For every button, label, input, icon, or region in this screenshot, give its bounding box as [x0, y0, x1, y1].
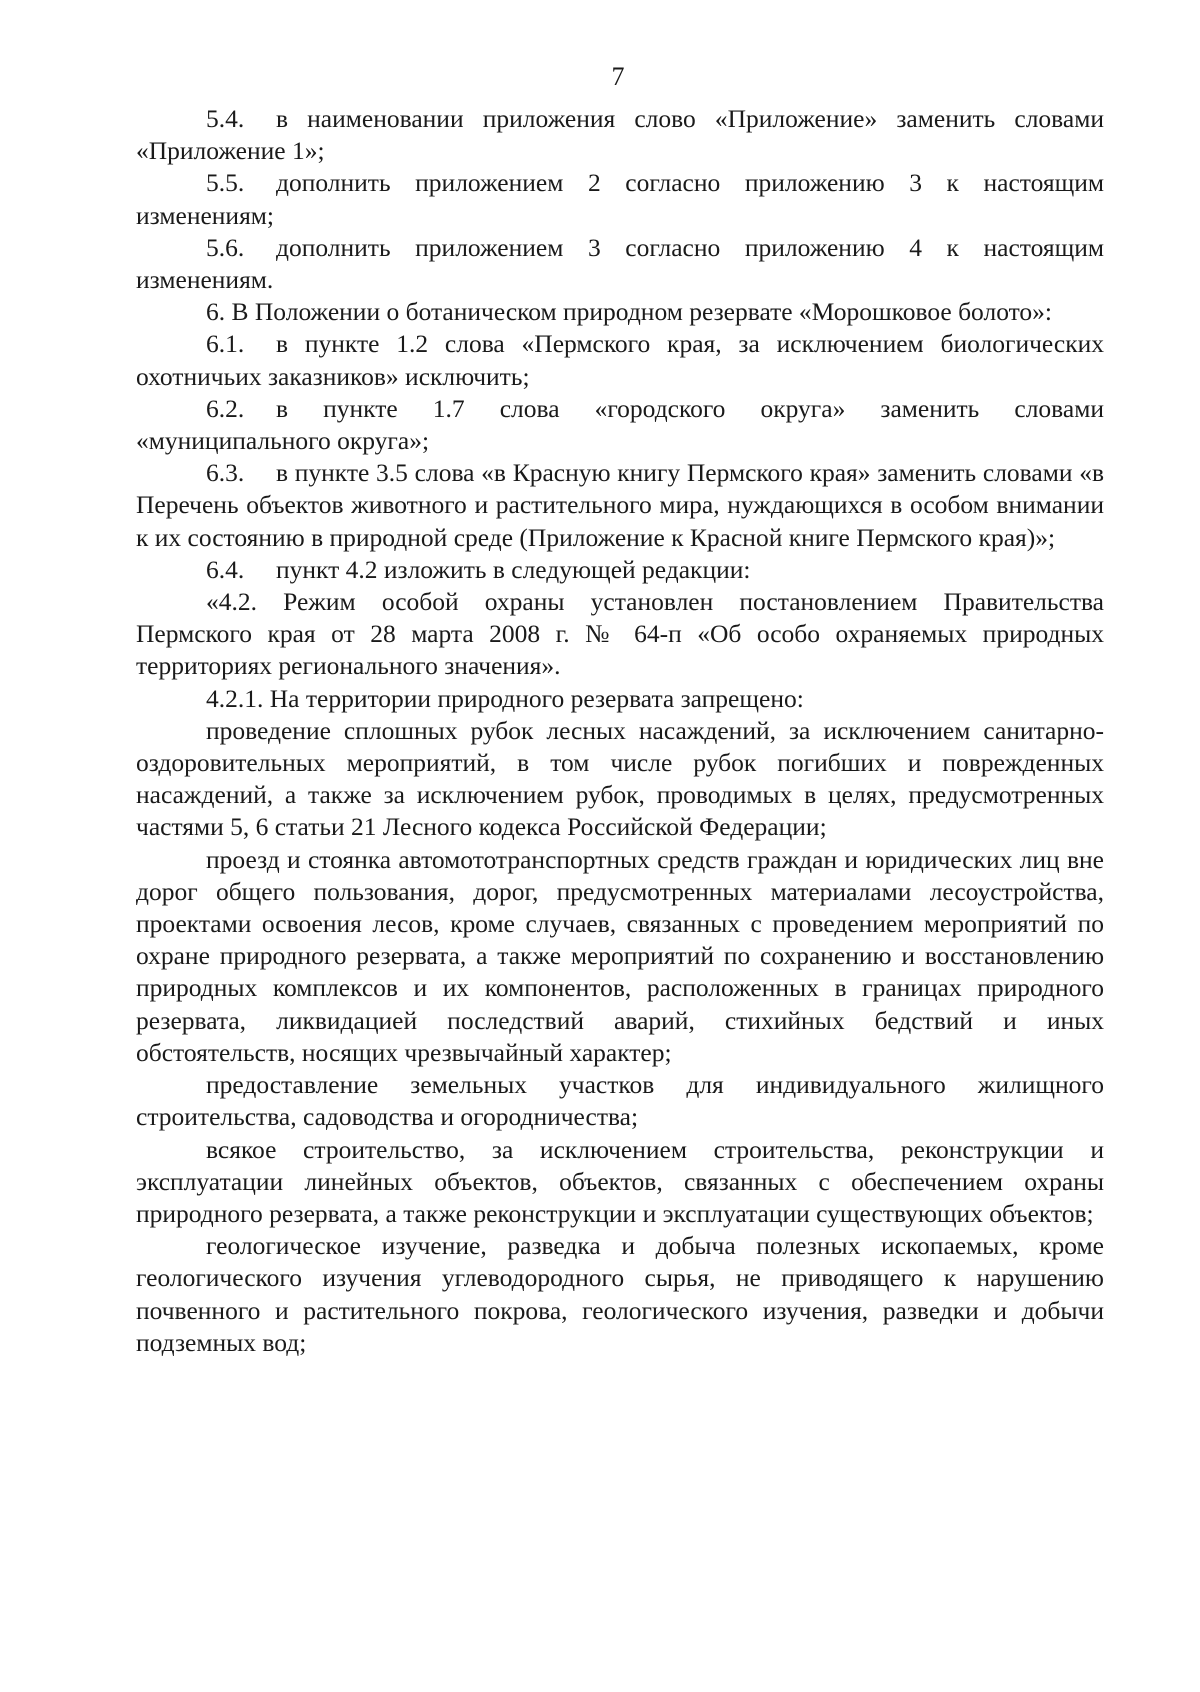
paragraph-text: проведение сплошных рубок лесных насаждений, за исключением санитарно-оздоровительных мероприятий, в том числе рубок погибших и поврежденных насаждений, а также за исключением рубок, проводимых в целях, предусмотренных частями 5, 6 статьи 21 Лесного кодекса Российской Федерации; — [136, 715, 1104, 842]
page-number: 7 — [611, 62, 625, 91]
paragraph-5-5 — [136, 167, 1104, 231]
paragraph-6 — [136, 296, 1104, 328]
paragraph-number: 6.2. — [206, 393, 245, 423]
paragraph-text: проезд и стоянка автомототранспортных средств граждан и юридических лиц вне дорог общего пользования, дорог, предусмотренных материалами лесоустройства, проектами освоения лесов, кроме случаев, связанных с проведением мероприятий по охране природного резервата, а также мероприятий по сохранению и восстановлению природных комплексов и их компонентов, расположенных в границах природного резервата, ликвидацией последствий аварий, стихийных бедствий и иных обстоятельств, носящих чрезвычайный характер; — [136, 844, 1104, 1067]
paragraph-text: дополнить приложением 3 согласно приложению 4 к настоящим изменениям. — [136, 232, 1104, 295]
paragraph-text: дополнить приложением 2 согласно приложению 3 к настоящим изменениям; — [136, 168, 1104, 230]
paragraph-number: 6.1. — [206, 329, 245, 359]
paragraph-5-6 — [136, 232, 1104, 296]
paragraph-number: 5.5. — [206, 168, 245, 198]
paragraph-number: 6.3. — [206, 458, 245, 488]
paragraph-6-2 — [136, 393, 1104, 457]
paragraph-text: пункт 4.2 изложить в следующей редакции: — [276, 554, 751, 584]
paragraph-text: геологическое изучение, разведка и добыча полезных ископаемых, кроме геологического изучения углеводородного сырья, не приводящего к нарушению почвенного и растительного покрова, геологического изучения, разведки и добычи подземных вод; — [136, 1231, 1104, 1357]
paragraph-6-4 — [136, 554, 1104, 586]
paragraph-text: в наименовании приложения слово «Приложение» заменить словами «Приложение 1»; — [136, 104, 1104, 166]
paragraph-text: 6. В Положении о ботаническом природном резервате «Морошковое болото»: — [206, 297, 1052, 327]
paragraph-4-2 — [136, 586, 1104, 683]
paragraph-4-2-1 — [136, 683, 1104, 715]
paragraph-text: «4.2. Режим особой охраны установлен постановлением Правительства Пермского края от 28 марта 2008 г. № 64-п «Об особо охраняемых природных территориях регионального значения». — [136, 587, 1104, 681]
paragraph-5-4 — [136, 103, 1104, 167]
document-body — [136, 103, 1104, 1359]
list-item-clear-cutting — [136, 715, 1104, 844]
paragraph-text: предоставление земельных участков для индивидуального жилищного строительства, садоводства и огородничества; — [136, 1070, 1104, 1132]
paragraph-number: 5.4. — [206, 104, 245, 133]
paragraph-number: 6.4. — [206, 554, 245, 584]
paragraph-6-3 — [136, 457, 1104, 554]
list-item-geology — [136, 1230, 1104, 1359]
list-item-construction — [136, 1134, 1104, 1231]
paragraph-text: в пункте 1.2 слова «Пермского края, за исключением биологических охотничьих заказников» исключить; — [136, 329, 1104, 391]
paragraph-6-1 — [136, 328, 1104, 392]
list-item-vehicles — [136, 844, 1104, 1069]
paragraph-number: 5.6. — [206, 232, 245, 262]
paragraph-text: в пункте 1.7 слова «городского округа» заменить словами «муниципального округа»; — [136, 393, 1104, 456]
list-item-land-plots — [136, 1069, 1104, 1133]
paragraph-text: 4.2.1. На территории природного резервата запрещено: — [206, 683, 804, 713]
paragraph-text: в пункте 3.5 слова «в Красную книгу Пермского края» заменить словами «в Перечень объектов животного и растительного мира, нуждающихся в особом внимании к их состоянию в природной среде (Приложение к Красной книге Пермского края)»; — [136, 458, 1104, 552]
paragraph-text: всякое строительство, за исключением строительства, реконструкции и эксплуатации линейных объектов, объектов, связанных с обеспечением охраны природного резервата, а также реконструкции и эксплуатации существующих объектов; — [136, 1134, 1104, 1228]
